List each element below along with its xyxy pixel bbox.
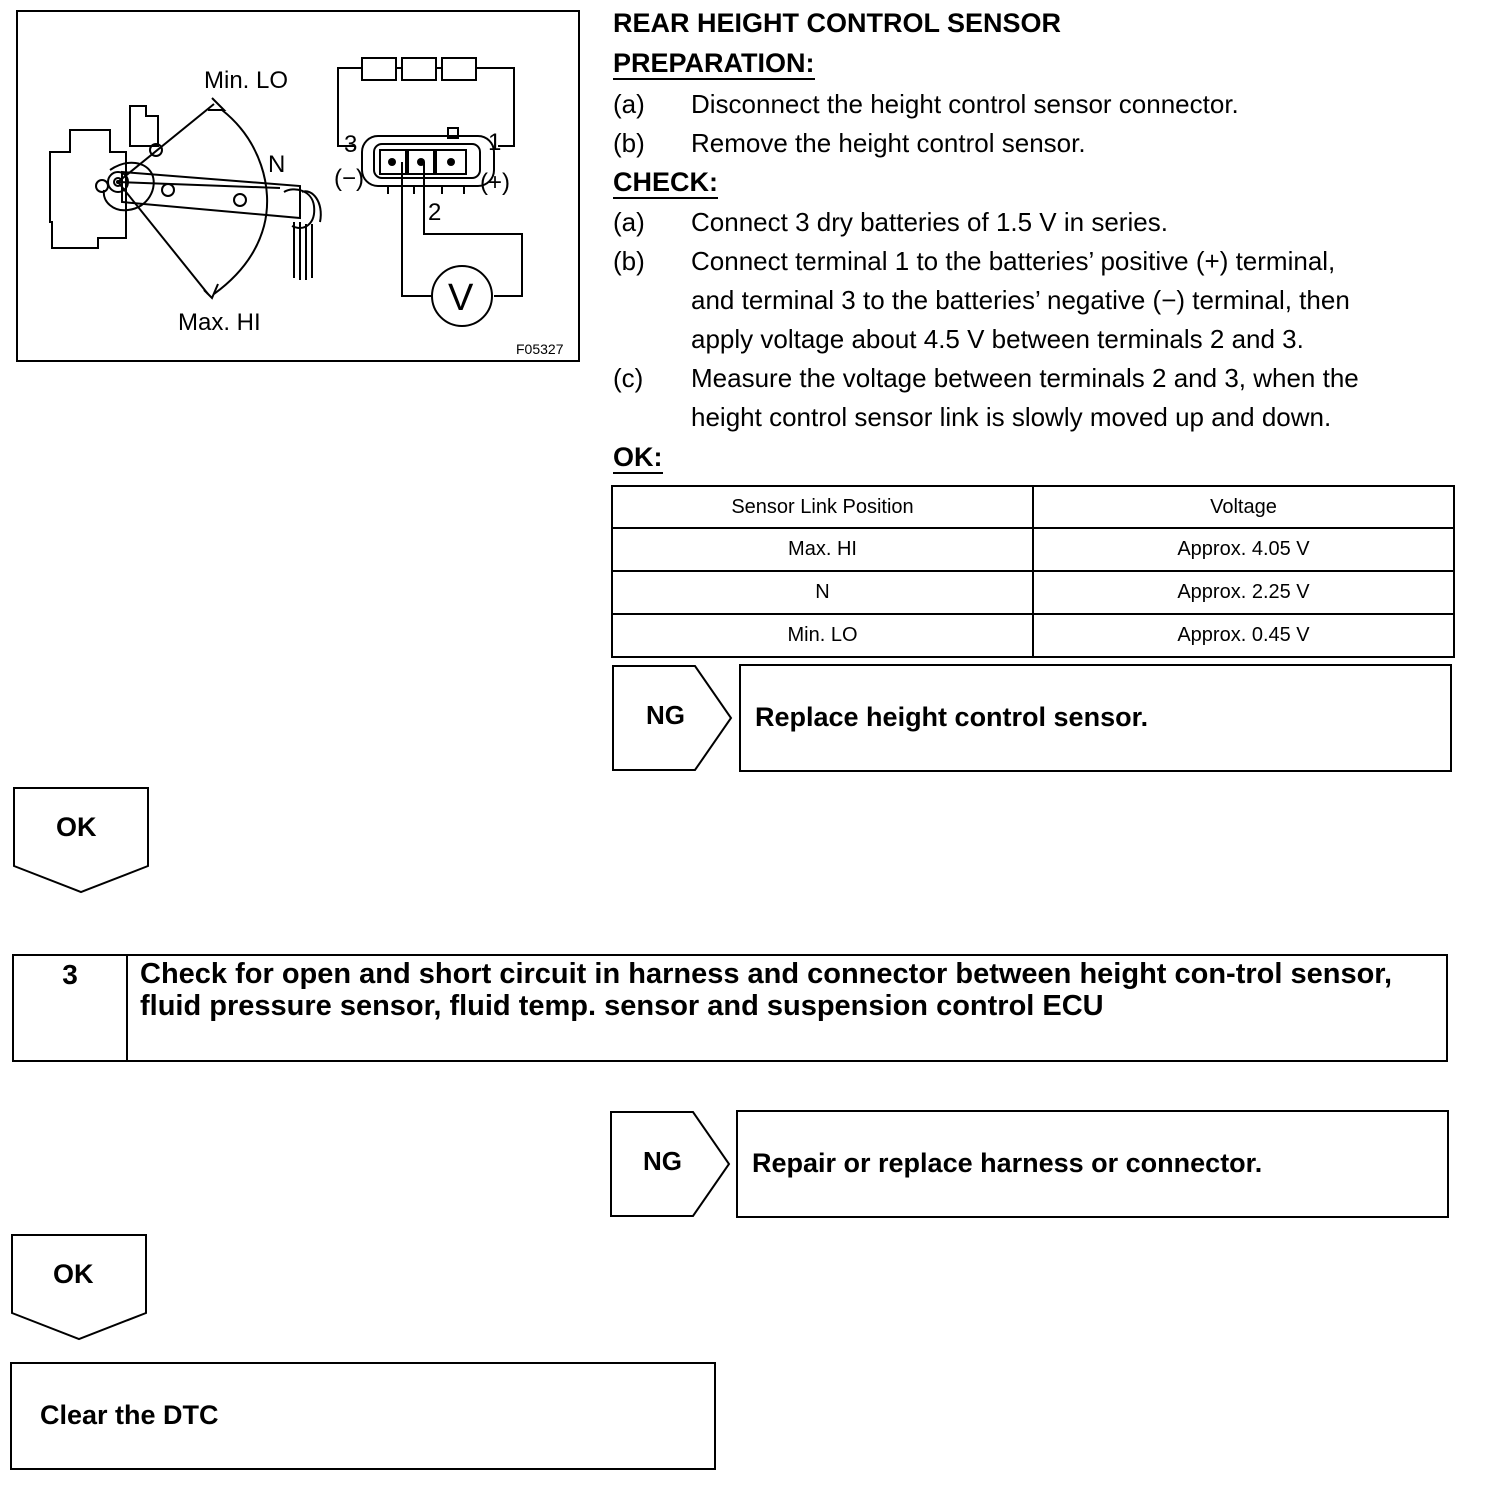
procedure-text [613, 4, 1493, 474]
table-cell: Approx. 4.05 V [1033, 528, 1454, 571]
table-row [612, 528, 1454, 571]
table-row [612, 614, 1454, 657]
ng-result-box-2 [736, 1110, 1449, 1218]
check-step-b-1: (b) Connect terminal 1 to the batteries’ positive (+) terminal, [613, 246, 1336, 276]
check-step-a: (a) Connect 3 dry batteries of 1.5 V in series. [613, 207, 1168, 237]
sensor-diagram-drawing [18, 12, 578, 360]
terminal-1-label: 1 [488, 129, 502, 156]
table-cell: Approx. 2.25 V [1033, 571, 1454, 614]
label-min-lo: Min. LO [204, 67, 289, 94]
step-3-box [12, 954, 1448, 1062]
figure-code: F05327 [516, 341, 564, 357]
terminal-2-label: 2 [428, 199, 442, 226]
check-step-b-3: apply voltage about 4.5 V between terminals 2 and 3. [691, 324, 1304, 354]
table-header-cell: Sensor Link Position [612, 486, 1033, 528]
table-row [612, 571, 1454, 614]
table-cell: Min. LO [612, 614, 1033, 657]
table-header-row [612, 486, 1454, 528]
clear-dtc-box [10, 1362, 716, 1470]
prep-step-a: (a) Disconnect the height control sensor connector. [613, 89, 1239, 119]
check-step-b-2: and terminal 3 to the batteries’ negative (−) terminal, then [691, 285, 1350, 315]
voltmeter-label: V [448, 277, 474, 319]
label-n: N [268, 151, 286, 178]
ok-heading: OK: [613, 442, 663, 472]
sensor-diagram [16, 10, 580, 362]
section-title: REAR HEIGHT CONTROL SENSOR [613, 8, 1062, 38]
check-step-c-2: height control sensor link is slowly moved up and down. [691, 402, 1332, 432]
preparation-heading: PREPARATION: [613, 48, 815, 78]
step-3-text: Check for open and short circuit in harness and connector between height con-trol sensor, fluid pressure sensor, fluid temp. sensor and suspension control ECU [140, 958, 1393, 1022]
ng-result-text-2: Repair or replace harness or connector. [752, 1148, 1263, 1178]
label-max-hi: Max. HI [178, 309, 261, 336]
ok-label-1: OK [56, 812, 97, 842]
ng-label-2: NG [643, 1146, 682, 1176]
table-header-cell: Voltage [1033, 486, 1454, 528]
ok-voltage-table [611, 485, 1455, 658]
table-cell: Max. HI [612, 528, 1033, 571]
positive-label: (+) [480, 169, 510, 196]
table-cell: Approx. 0.45 V [1033, 614, 1454, 657]
prep-step-b: (b) Remove the height control sensor. [613, 128, 1086, 158]
check-heading: CHECK: [613, 167, 718, 197]
negative-label: (−) [334, 165, 364, 192]
terminal-3-label: 3 [344, 131, 358, 158]
check-step-c-1: (c) Measure the voltage between terminals 2 and 3, when the [613, 363, 1359, 393]
ng-result-text-1: Replace height control sensor. [755, 702, 1149, 732]
ng-result-box-1 [739, 664, 1452, 772]
ok-label-2: OK [53, 1259, 94, 1289]
clear-dtc-text: Clear the DTC [40, 1400, 219, 1430]
table-cell: N [612, 571, 1033, 614]
ng-label-1: NG [646, 700, 685, 730]
step-3-number: 3 [14, 956, 128, 1060]
